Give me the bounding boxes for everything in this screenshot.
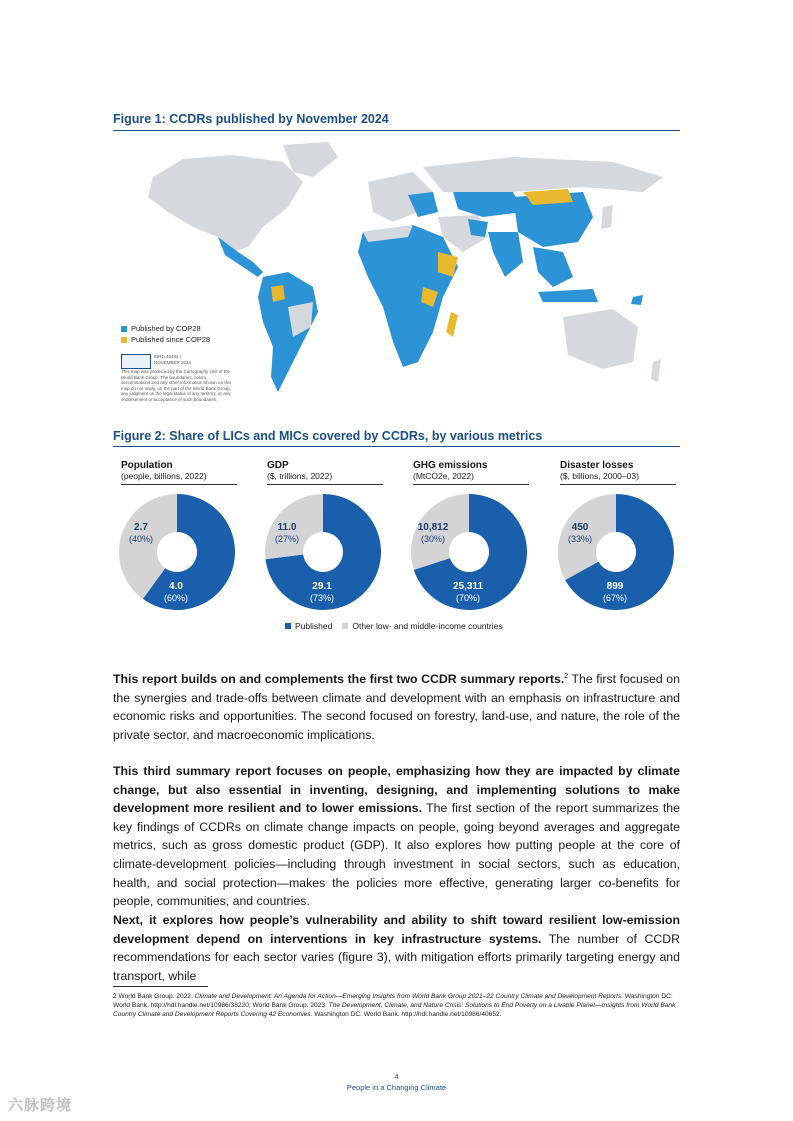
map-credit	[121, 354, 233, 403]
metric-subtitle: (MtCO2e, 2022)	[413, 471, 474, 481]
map-ccdr-middle-east	[468, 219, 488, 237]
metric-header-gdp	[267, 460, 383, 485]
map-legend-swatch-published	[121, 326, 127, 332]
map-legend-item-since	[121, 335, 210, 344]
paragraph-1	[113, 668, 680, 744]
label-published-pct: (67%)	[602, 593, 628, 603]
map-ibrd-date: NOVEMBER 2024	[154, 359, 192, 365]
footnote-2	[113, 992, 680, 1019]
label-other-value: 2.7	[134, 522, 148, 533]
figure2-title: Figure 2: Share of LICs and MICs covered by CCDRs, by various metrics	[113, 429, 543, 443]
metric-title: Population	[121, 460, 173, 471]
map-ccdr-southeast-asia	[533, 247, 573, 287]
metric-title: GDP	[267, 460, 289, 471]
metric-header-population	[121, 460, 237, 485]
footnote-text-b[interactable]: Washington DC: World Bank. http://hdl.handle.net/10986/38220; World Bank Group. 2023.	[113, 993, 673, 1009]
map-ccdr-madagascar	[446, 312, 458, 337]
paragraph-3-lead: Next, it explores how people’s vulnerability and ability to shift toward resilient low-emission development depend on interventions in key infrastructure systems.	[113, 913, 680, 946]
donut-chart-gdp	[263, 492, 383, 612]
footnote-rule	[113, 986, 208, 987]
map-ibrd-code: IBRD 48481 |	[154, 354, 181, 359]
label-published-value: 4.0	[169, 581, 183, 592]
map-land-australia	[563, 309, 638, 369]
paragraph-2	[113, 762, 680, 911]
label-other-pct: (40%)	[128, 534, 154, 544]
figure2-legend	[285, 621, 503, 631]
metric-header-ghg	[413, 460, 529, 485]
watermark: 六脉跨境	[8, 1097, 73, 1114]
map-ccdr-pacific	[631, 295, 643, 305]
legend-swatch-other	[342, 623, 348, 629]
map-land-north-america	[148, 155, 303, 252]
label-published-pct: (60%)	[163, 593, 189, 603]
map-legend-label-since: Published since COP28	[131, 335, 211, 344]
legend-label-other: Other low- and middle-income countries	[352, 621, 503, 631]
legend-label-published: Published	[295, 621, 333, 631]
footnote-ref-2[interactable]: 2	[564, 673, 569, 680]
donut-chart-disaster	[556, 492, 676, 612]
map-ccdr-indonesia	[538, 289, 598, 302]
paragraph-2-text: The first section of the report summarizes the key findings of CCDRs on climate change impacts on people, going beyond averages and aggregate metrics, such as gross domestic product (GDP). It also explores how putting people at the core of climate-development policies—including through investment in social sectors, such as education, health, and social protection—makes the policies more effective, generating larger co-benefits for people, communities, and countries.	[113, 801, 680, 909]
metric-subtitle: (people, billions, 2022)	[121, 471, 207, 481]
label-other-pct: (30%)	[420, 534, 446, 544]
label-published-value: 29.1	[312, 581, 332, 592]
donut-chart-ghg	[409, 492, 529, 612]
paragraph-3	[113, 911, 680, 985]
label-other-pct: (27%)	[274, 534, 300, 544]
figure1-title: Figure 1: CCDRs published by November 2024	[113, 112, 389, 126]
map-disclaimer: This map was produced by the Cartography Unit of the World Bank Group. The boundaries, colors, denominations and any other information shown on this map do not imply, on the part of the World Bank Group, any judgment on the legal status of any territory, or any endorsement or acceptance of such boundaries.	[121, 369, 232, 402]
map-ccdr-south-asia	[488, 232, 523, 277]
footnote-text-a: 2 World Bank Group. 2022.	[113, 993, 195, 1000]
footnote-title-b: The Development, Climate, and Nature Crisis: Solutions to End Poverty on a Livable Planet—Insights from World Bank Country Climate and Development Reports Covering 42 Economies.	[113, 1002, 676, 1018]
metric-subtitle: ($, trillions, 2022)	[267, 471, 333, 481]
footnote-title-a: Climate and Development: An Agenda for Action—Emerging Insights from World Bank Group 2021–22 Country Climate and Development Reports.	[194, 993, 624, 1000]
map-land-russia	[423, 157, 663, 192]
metric-title: Disaster losses	[560, 460, 634, 471]
page-footer-title: People in a Changing Climate	[346, 1083, 447, 1092]
map-ccdr-central-asia	[453, 192, 523, 217]
map-legend-label-published: Published by COP28	[131, 324, 201, 333]
label-published-pct: (73%)	[309, 593, 335, 603]
page-number: 4	[394, 1072, 399, 1081]
label-published-value: 25,311	[452, 581, 484, 592]
footnote-text-c[interactable]: Washington DC: World Bank. http://hdl.handle.net/10986/40652.	[312, 1011, 502, 1018]
world-bank-logo	[121, 354, 151, 369]
map-land-japan	[601, 205, 613, 229]
map-legend-swatch-since	[121, 337, 127, 343]
label-published-pct: (70%)	[455, 593, 481, 603]
paragraph-2-lead: This third summary report focuses on people, emphasizing how they are impacted by climate change, but also essential in inventing, designing, and implementing solutions to make development more resilient and to lower emissions.	[113, 764, 680, 816]
figure1-rule	[113, 130, 680, 131]
label-other-value: 10,812	[417, 522, 449, 533]
paragraph-3-text: The number of CCDR recommendations for each sector varies (figure 3), with mitigation efforts primarily targeting energy and transport, while	[113, 931, 680, 983]
label-other-value: 11.0	[277, 522, 297, 533]
map-ccdr-south-america	[258, 272, 318, 392]
donut-chart-population	[117, 492, 237, 612]
map-land-new-zealand	[651, 359, 661, 382]
metric-title: GHG emissions	[413, 460, 488, 471]
map-ccdr-africa	[358, 225, 458, 367]
label-other-value: 450	[571, 522, 589, 533]
map-legend-item-published	[121, 324, 201, 333]
paragraph-1-text: The first focused on the synergies and trade-offs between climate and development with an emphasis on infrastructure and economic risks and opportunities. The second focused on forestry, land-use, and nature, the role of the private sector, and macroeconomic implications.	[113, 672, 680, 742]
figure2-rule	[113, 446, 680, 447]
label-published-value: 899	[606, 581, 624, 592]
metric-subtitle: ($, billions, 2000–03)	[560, 471, 639, 481]
metric-header-disaster	[560, 460, 676, 485]
map-ccdr-new-south-america	[271, 285, 285, 302]
paragraph-1-lead: This report builds on and complements the first two CCDR summary reports.	[113, 672, 565, 687]
label-other-pct: (33%)	[567, 534, 593, 544]
legend-swatch-published	[285, 623, 291, 629]
